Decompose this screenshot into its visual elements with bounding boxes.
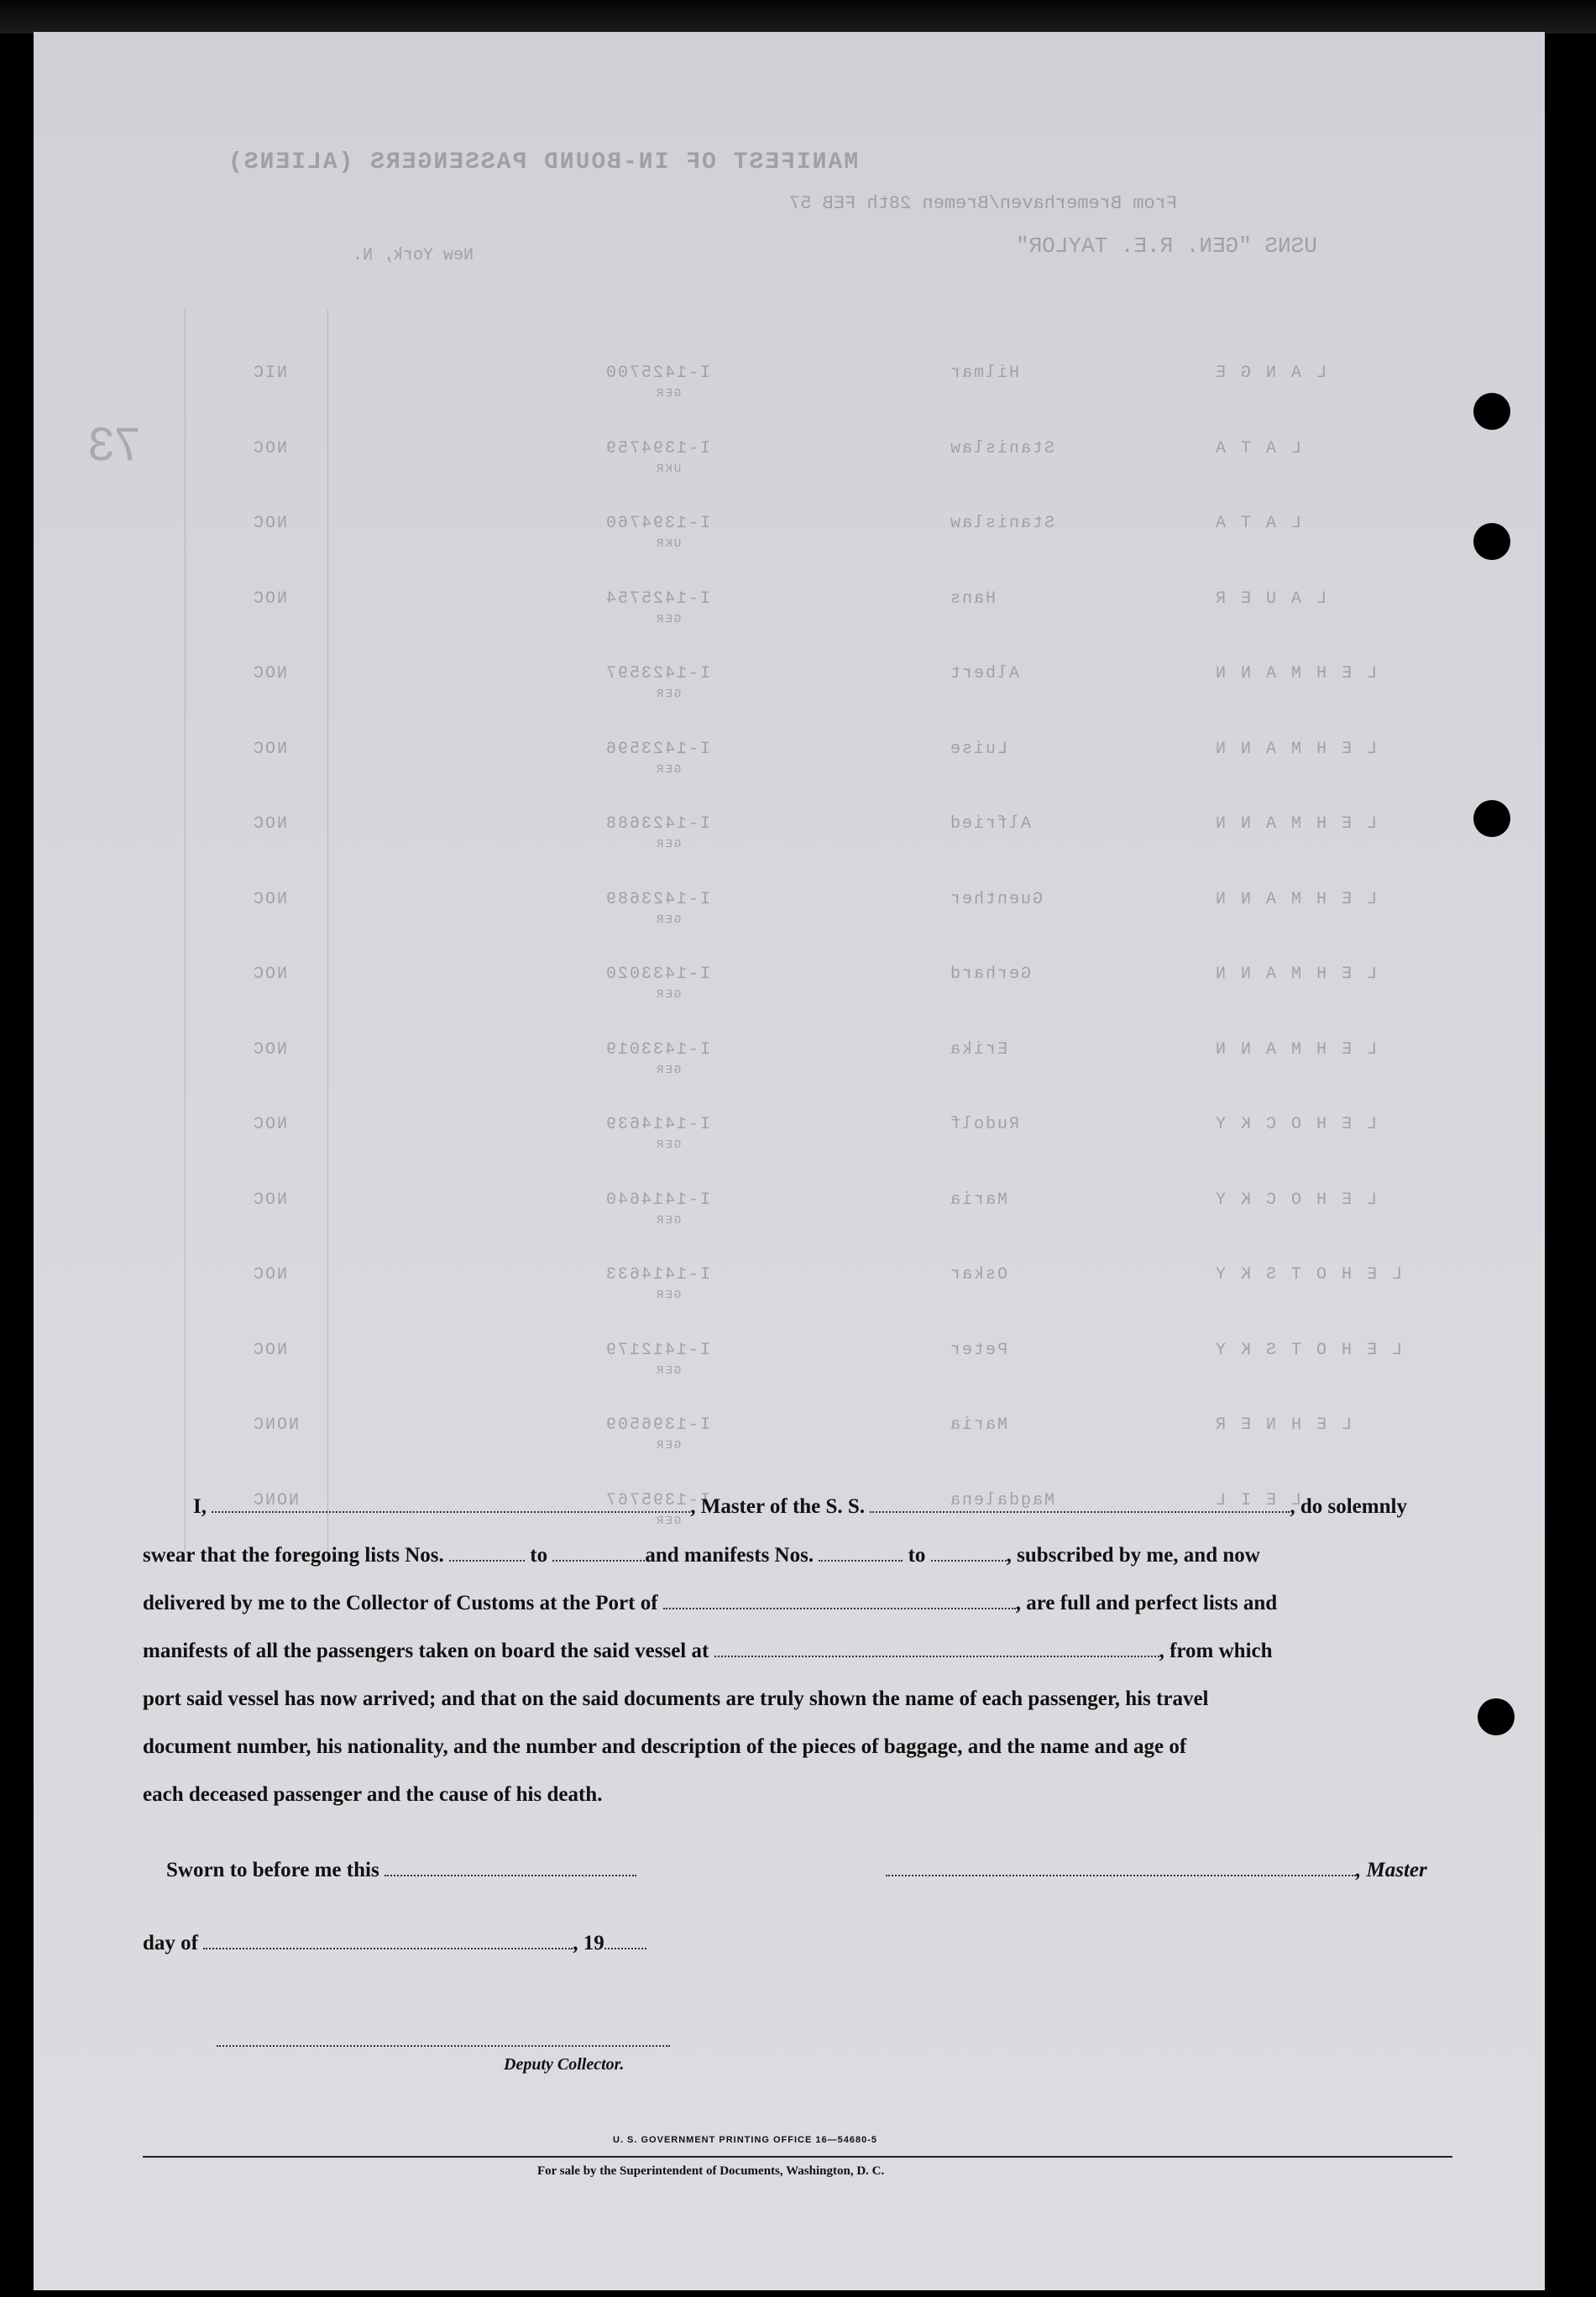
bleed-doc-sub: GER [655,1439,682,1452]
bleed-doc-number: I-1395767 [604,1490,711,1510]
oath-full-lists: , are full and perfect lists and [1015,1592,1278,1614]
bleed-doc-sub: GER [655,1514,682,1528]
bleed-doc-sub: GER [655,838,682,851]
list-to-field[interactable] [552,1543,645,1562]
bleed-surname: LATA [1201,438,1302,458]
bleed-surname: LEHMANN [1201,889,1378,909]
master-name-field[interactable] [212,1494,690,1513]
bleed-doc-sub: GER [655,688,682,701]
bleed-given-name: Guenther [949,889,1044,909]
bleed-doc-number: I-1423688 [604,814,711,834]
bleed-status: NOC [252,1115,288,1134]
bleed-doc-number: I-1394760 [604,514,711,533]
bleed-doc-sub: GER [655,1289,682,1302]
bleed-doc-number: I-1414639 [604,1115,711,1134]
bleed-doc-sub: GER [655,1213,682,1227]
day-of-label: day of [143,1932,198,1954]
master-signature-label: , Master [1356,1859,1427,1881]
bleed-row [34,364,1545,406]
bleed-doc-number: I-1423596 [604,739,711,759]
bleed-given-name: Maria [949,1190,1008,1210]
ship-name-field[interactable] [870,1494,1290,1513]
bleed-doc-number: I-1412179 [604,1340,711,1360]
bleed-header-port: New York, N. [353,246,474,265]
bleed-row [34,514,1545,556]
bleed-status: NOC [252,664,288,683]
bleed-doc-number: I-1425700 [604,364,711,383]
bleed-row [34,1115,1545,1157]
bleed-row [34,965,1545,1007]
bleed-surname: LEHOTSKY [1201,1265,1403,1285]
bleed-row [34,1265,1545,1307]
bleed-status: NONC [252,1415,300,1435]
footer-rule [143,2156,1452,2158]
bleed-given-name: Alfried [949,814,1032,834]
bleed-status: NOC [252,814,288,834]
bleed-surname: LEHMANN [1201,965,1378,984]
bleed-status: NOC [252,514,288,533]
bleed-doc-sub: GER [655,1363,682,1378]
bleed-row [34,1190,1545,1232]
master-signature-field[interactable] [886,1858,1356,1876]
oath-manifests: and manifests Nos. [645,1544,814,1567]
bleed-status: NOC [252,1190,288,1210]
bleed-row [34,664,1545,706]
bleed-given-name: Peter [949,1340,1008,1360]
bleed-given-name: Stanislaw [949,438,1055,458]
bleed-surname: LAUER [1201,589,1327,609]
bleed-given-name: Luise [949,739,1008,759]
bleed-given-name: Stanislaw [949,514,1055,533]
bleed-given-name: Rudolf [949,1115,1020,1134]
bleed-status: NOC [252,1265,288,1285]
sworn-label: Sworn to before me this [166,1859,379,1881]
bleed-header-title: MANIFEST OF IN-BOUND PASSENGERS (ALIENS) [227,149,859,175]
taken-at-field[interactable] [714,1639,1159,1657]
bleed-status: NOC [252,965,288,984]
bleed-row [34,814,1545,856]
oath-subscribed: , subscribed by me, and now [1006,1544,1260,1567]
bleed-row [34,589,1545,631]
bleed-doc-number: I-1433019 [604,1039,711,1060]
punch-hole [1473,393,1510,430]
bleed-given-name: Hilmar [949,364,1020,383]
bleed-doc-number: I-1394759 [604,438,711,458]
bleed-surname: LANGE [1201,364,1327,383]
bleed-doc-sub: GER [655,612,682,626]
for-sale-note: For sale by the Superintendent of Documents, Washington, D. C. [537,2164,885,2178]
oath-from-which: , from which [1159,1640,1273,1662]
bleed-status: NOC [252,1340,288,1360]
bleed-given-name: Gerhard [949,965,1032,984]
punch-hole [1473,523,1510,560]
bleed-given-name: Maria [949,1415,1008,1435]
bleed-row [34,740,1545,782]
bleed-doc-sub: GER [655,387,682,400]
oath-swear: swear that the foregoing lists Nos. [143,1544,444,1567]
bleed-given-name: Albert [949,664,1020,683]
bleed-doc-number: I-1425754 [604,589,711,609]
bleed-doc-sub: GER [655,913,682,927]
bleed-surname: LATA [1201,514,1302,533]
bleed-row [34,890,1545,932]
bleed-status: NOC [252,739,288,759]
bleed-doc-sub: GER [655,762,682,777]
oath-to-1: to [530,1544,548,1567]
bleed-status: NOC [252,438,288,458]
oath-line-5: port said vessel has now arrived; and that on the said documents are truly shown the name of each passenger, his travel [143,1687,1209,1710]
bleed-status: NOC [252,589,288,609]
oath-delivered: delivered by me to the Collector of Customs at the Port of [143,1592,658,1614]
bleed-row [34,1341,1545,1383]
oath-master-label: , Master of the S. S. [690,1495,866,1518]
bleed-header-route: From Bremerhaven/Bremen 28th FEB 57 [789,193,1178,214]
margin-page-number: 73 [88,417,141,470]
oath-to-2: to [908,1544,926,1567]
manifest-to-field[interactable] [931,1543,1007,1562]
bleed-status: NOC [252,1039,288,1060]
bleed-row [34,439,1545,481]
bleed-doc-sub: GER [655,988,682,1002]
bleed-doc-number: I-1423689 [604,889,711,909]
bleed-surname: LEIL [1201,1490,1302,1510]
bleed-surname: LEHMANN [1201,739,1378,759]
year-field[interactable] [604,1931,646,1949]
punch-hole [1478,1698,1515,1735]
gpo-imprint: U. S. GOVERNMENT PRINTING OFFICE 16—54680-5 [613,2135,878,2145]
bleed-surname: LEHMANN [1201,814,1378,834]
bleed-doc-sub: GER [655,1138,682,1152]
bleed-given-name: Erika [949,1039,1008,1060]
deputy-collector-label: Deputy Collector. [504,2055,625,2074]
oath-line-7: each deceased passenger and the cause of his death. [143,1783,603,1806]
bleed-status: NIC [252,364,288,383]
bleed-surname: LEHMANN [1201,664,1378,683]
bleed-surname: LEHOCKY [1201,1115,1378,1134]
bleed-doc-sub: UKR [655,462,682,476]
bleed-doc-number: I-1433020 [604,965,711,984]
bleed-header-ship: USNS "GEN. R.E. TAYLOR" [1016,233,1317,259]
port-of-field[interactable] [663,1591,1016,1609]
oath-manifests-all: manifests of all the passengers taken on board the said vessel at [143,1640,709,1662]
month-field[interactable] [203,1931,573,1949]
bleed-given-name: Hans [949,589,997,609]
list-from-field[interactable] [449,1543,525,1562]
manifest-from-field[interactable] [819,1543,903,1562]
bleed-doc-number: I-1396509 [604,1415,711,1435]
bleed-status: NOC [252,889,288,909]
bleed-doc-sub: UKR [655,537,682,551]
bleed-given-name: Magdalena [949,1490,1055,1510]
bleed-doc-number: I-1414633 [604,1265,711,1285]
punch-hole [1473,800,1510,837]
bleed-row [34,1415,1545,1457]
year-label: , 19 [573,1932,604,1954]
oath-i: I, [193,1495,207,1518]
oath-solemnly: , do solemnly [1290,1495,1407,1518]
sworn-date-field[interactable] [385,1858,636,1876]
bleed-doc-sub: GER [655,1063,682,1077]
bleed-row [34,1040,1545,1082]
bleed-surname: LEHOTSKY [1201,1340,1403,1360]
bleed-doc-number: I-1423597 [604,664,711,683]
bleed-surname: LEHOCKY [1201,1190,1378,1210]
oath-line-6: document number, his nationality, and the number and description of the pieces of baggage, and the name and age of [143,1735,1187,1758]
bleed-given-name: Oskar [949,1265,1008,1285]
manifest-sheet [34,32,1545,2290]
bleed-surname: LEHMANN [1201,1039,1378,1060]
bleed-doc-number: I-1414640 [604,1190,711,1210]
bleed-surname: LEHNER [1201,1415,1353,1435]
scan-top-edge [0,0,1596,34]
bleed-status: NONC [252,1490,300,1510]
deputy-signature-field[interactable] [217,2028,670,2047]
